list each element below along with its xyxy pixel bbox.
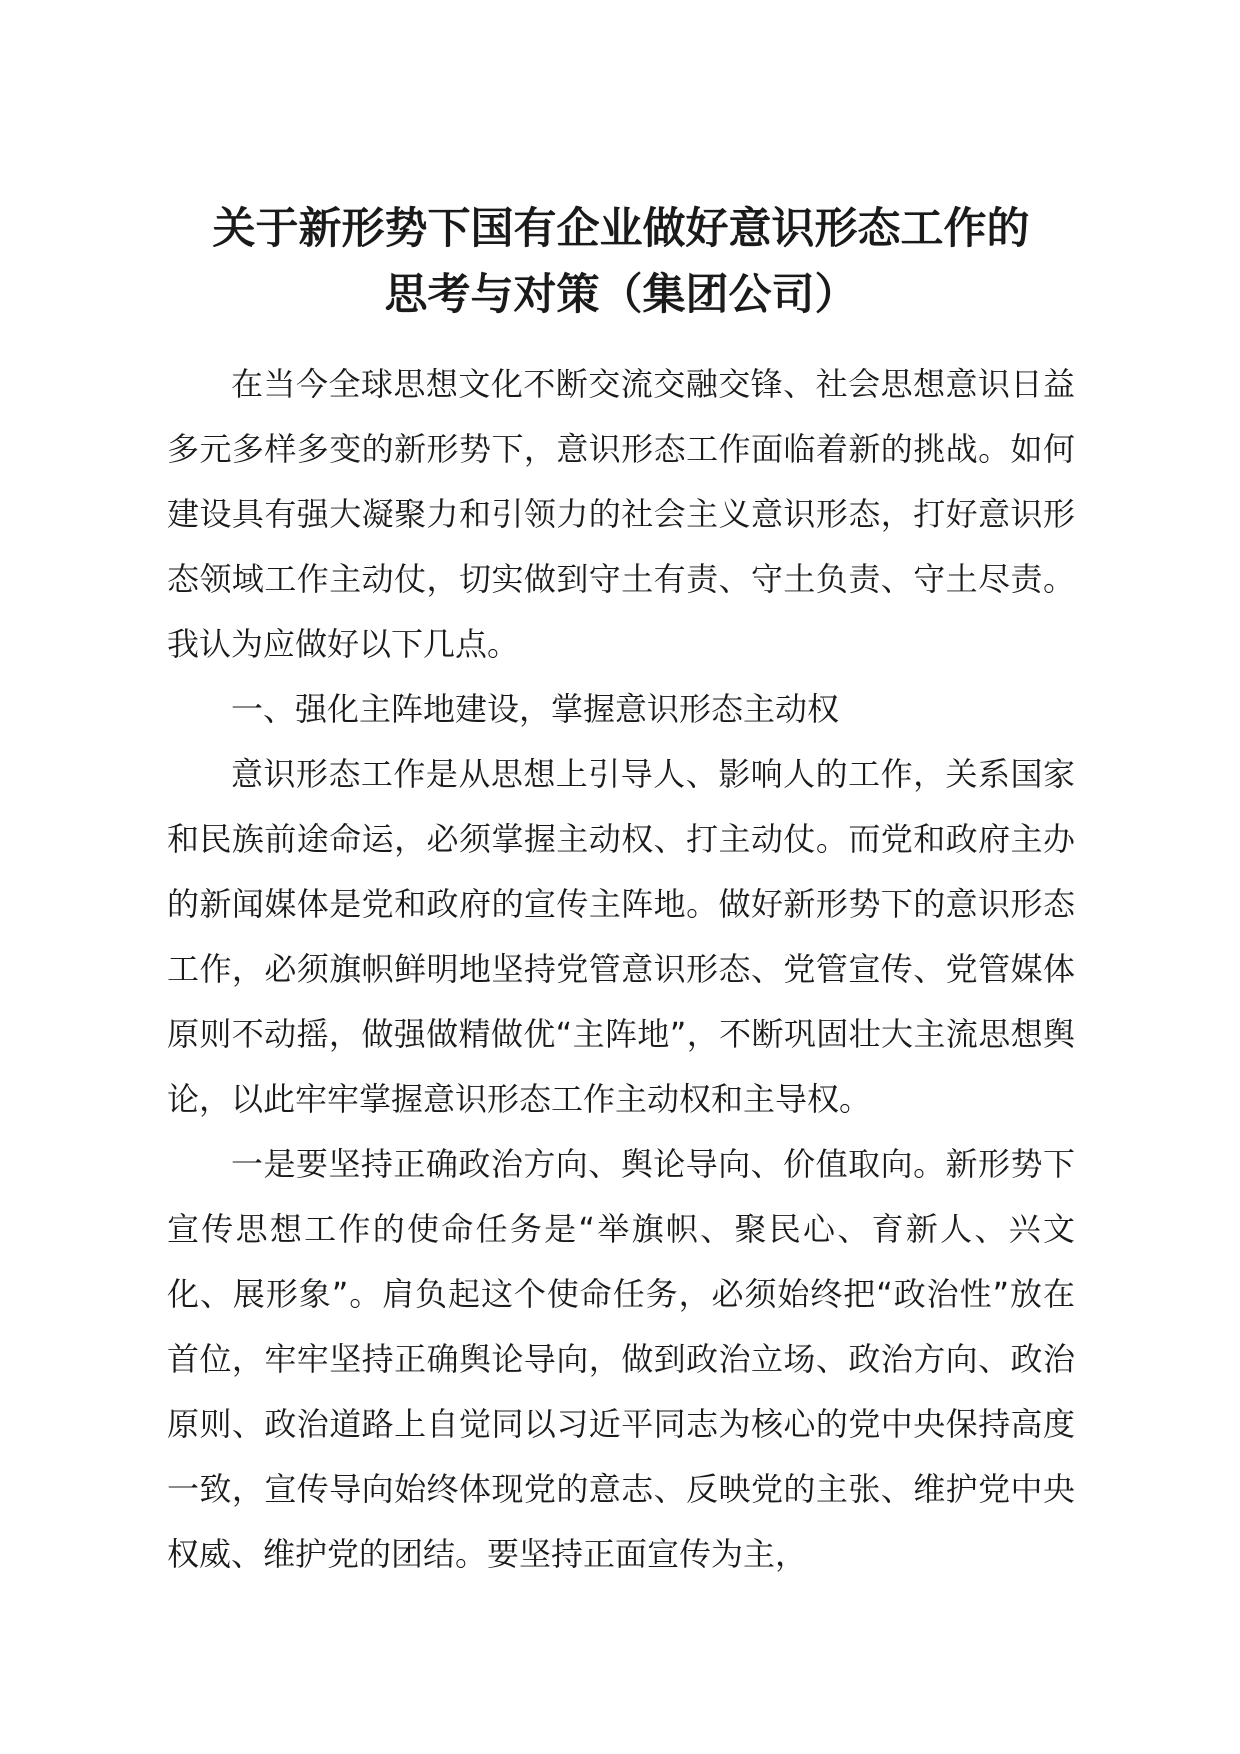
section-1-paragraph: 意识形态工作是从思想上引导人、影响人的工作，关系国家和民族前途命运，必须掌握主动权、打主动仗。而党和政府主办的新闻媒体是党和政府的宣传主阵地。做好新形势下的意识形态工作，必须旗帜鲜明地坚持党管意识形态、党管宣传、党管媒体原则不动摇，做强做精做优“主阵地”，不断巩固壮大主流思想舆论，以此牢牢掌握意识形态工作主动权和主导权。 [167,755,1075,1118]
point-1-paragraph: 一是要坚持正确政治方向、舆论导向、价值取向。新形势下宣传思想工作的使命任务是“举旗帜、聚民心、育新人、兴文化、展形象”。肩负起这个使命任务，必须始终把“政治性”放在首位，牢牢坚持正确舆论导向，做到政治立场、政治方向、政治原则、政治道路上自觉同以习近平同志为核心的党中央保持高度一致，宣传导向始终体现党的意志、反映党的主张、维护党中央权威、维护党的团结。要坚持正面宣传为主， [167,1145,1075,1573]
document-title [167,196,1075,328]
intro-paragraph: 在当今全球思想文化不断交流交融交锋、社会思想意识日益多元多样多变的新形势下，意识形态工作面临着新的挑战。如何建设具有强大凝聚力和引领力的社会主义意识形态，打好意识形态领域工作主动仗，切实做到守土有责、守土负责、守土尽责。我认为应做好以下几点。 [167,365,1075,663]
section-heading-1: 一、强化主阵地建设，掌握意识形态主动权 [231,690,840,728]
title-line-2: 思考与对策（集团公司） [384,270,858,320]
title-line-1: 关于新形势下国有企业做好意识形态工作的 [212,204,1030,254]
document-body [167,352,1075,1587]
